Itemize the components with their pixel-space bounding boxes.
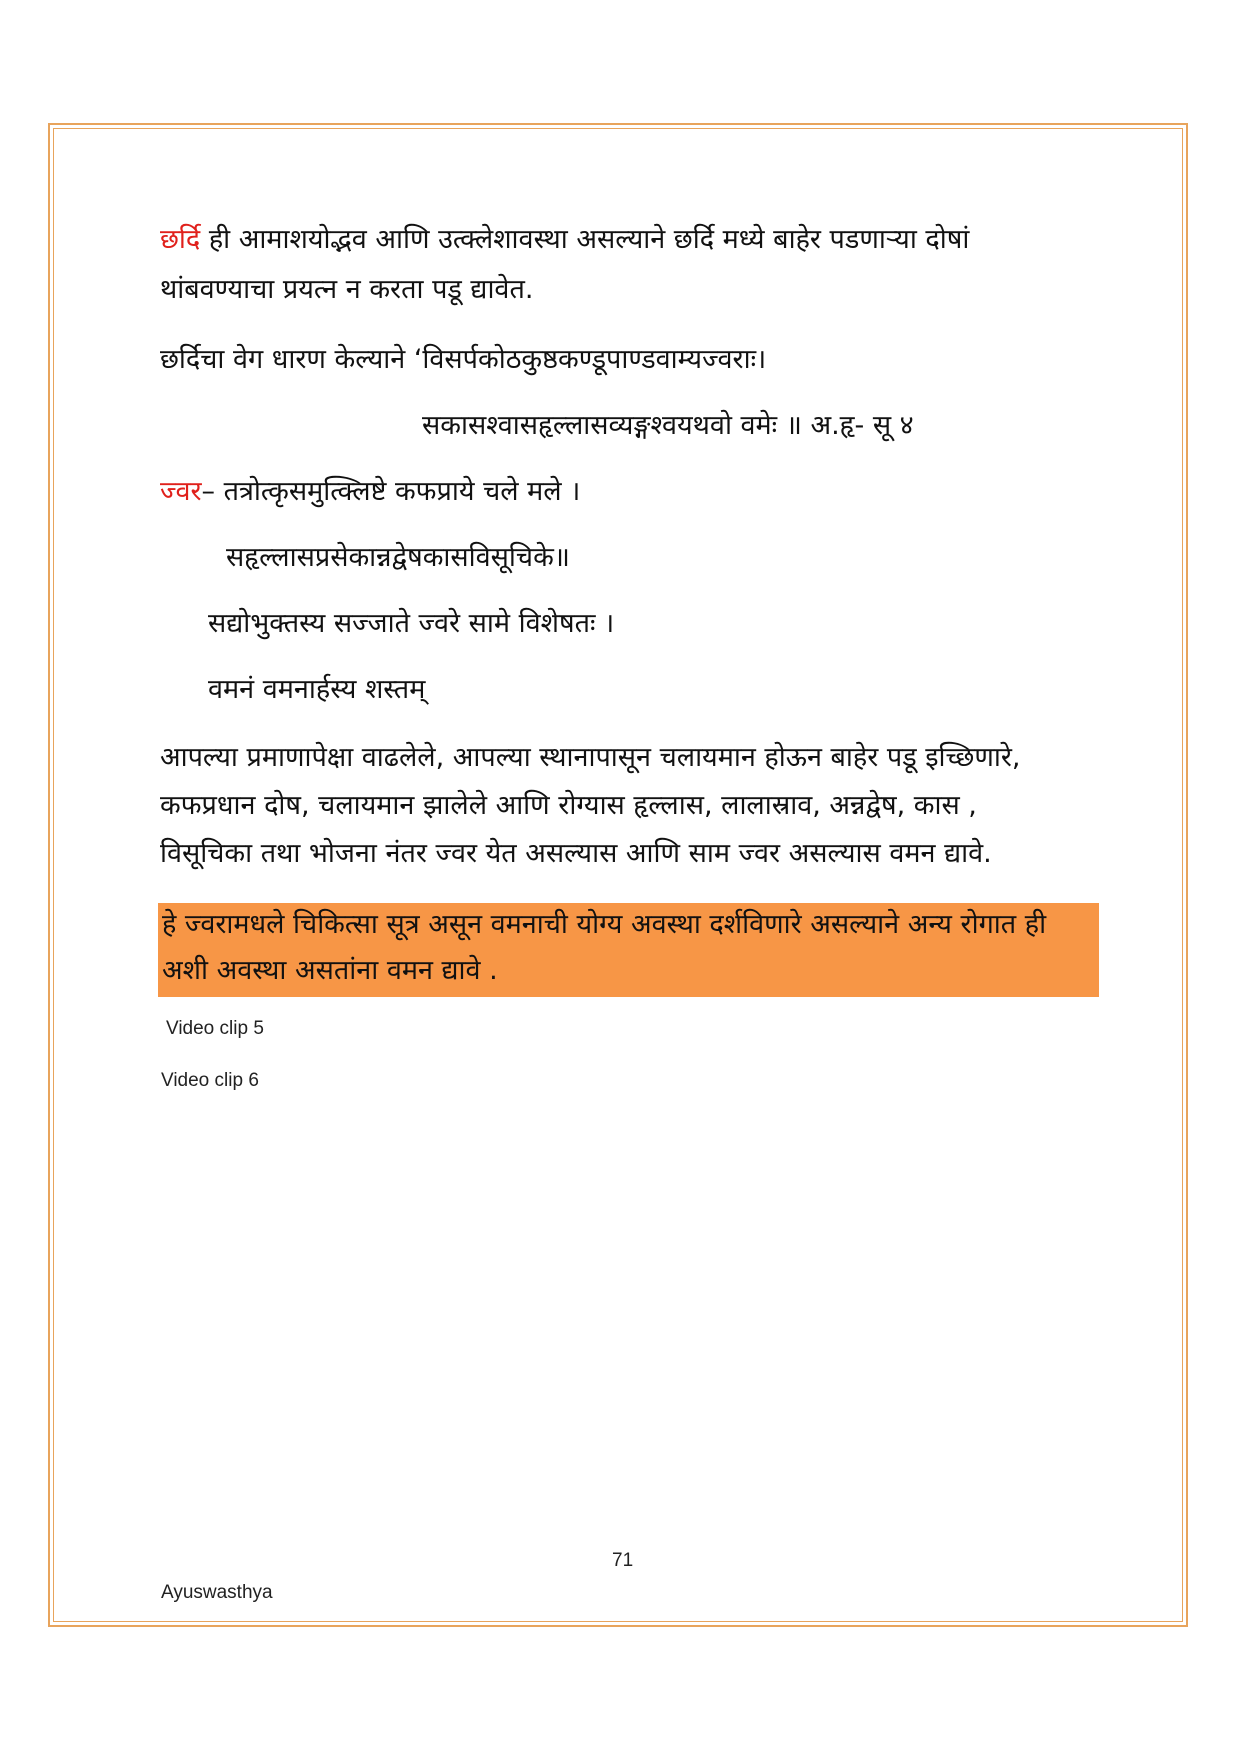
verse-line1	[160, 474, 580, 510]
verse-line1-text: – तत्रोत्कृसमुत्क्लिष्टे कफप्राये चले मले ।	[201, 476, 581, 507]
paragraph1-line2: थांबवण्याचा प्रयत्न न करता पडू द्यावेत.	[160, 274, 534, 305]
paragraph1-line1	[160, 222, 969, 258]
paragraph1-line1-text: ही आमाशयोद्भव आणि उत्क्लेशावस्था असल्याने छर्दि मध्ये बाहेर पडणाऱ्या दोषां	[200, 224, 970, 255]
paragraph3-line3: विसूचिका तथा भोजना नंतर ज्वर येत असल्यास आणि साम ज्वर असल्यास वमन द्यावे.	[160, 838, 992, 869]
highlight-line2: अशी अवस्था असतांना वमन द्यावे .	[162, 955, 498, 986]
paragraph3-line1: आपल्या प्रमाणापेक्षा वाढलेले, आपल्या स्थानापासून चलायमान होऊन बाहेर पडू इच्छिणारे,	[160, 742, 1021, 773]
highlight-line1: हे ज्वरामधले चिकित्सा सूत्र असून वमनाची योग्य अवस्था दर्शविणारे असल्याने अन्य रोगात ही	[162, 909, 1047, 940]
highlight-box	[158, 903, 1099, 997]
page-number: 71	[612, 1550, 634, 1571]
paragraph3-line2: कफप्रधान दोष, चलायमान झालेले आणि रोग्यास हृल्लास, लालास्राव, अन्नद्वेष, कास ,	[160, 790, 977, 821]
term-jwar: ज्वर	[160, 476, 202, 507]
paragraph2-line1: छर्दिचा वेग धारण केल्याने ‘विसर्पकोठकुष्ठकण्डूपाण्डवाम्यज्वराः।	[160, 344, 767, 375]
verse-line2: सहृल्लासप्रसेकान्नद्वेषकासविसूचिके॥	[226, 542, 570, 573]
video-clip-5-link[interactable]: Video clip 5	[166, 1018, 264, 1039]
footer-brand: Ayuswasthya	[161, 1582, 273, 1603]
verse-line3: सद्योभुक्तस्य सज्जाते ज्वरे सामे विशेषतः ।	[208, 608, 615, 639]
verse-line4: वमनं वमनार्हस्य शस्तम्	[208, 674, 426, 705]
video-clip-6-link[interactable]: Video clip 6	[161, 1070, 259, 1091]
paragraph2-line2: सकासश्वासहृल्लासव्यङ्गश्वयथवो वमेः ॥ अ.हृ- सू ४	[422, 410, 914, 441]
term-chhardi: छर्दि	[160, 224, 201, 255]
